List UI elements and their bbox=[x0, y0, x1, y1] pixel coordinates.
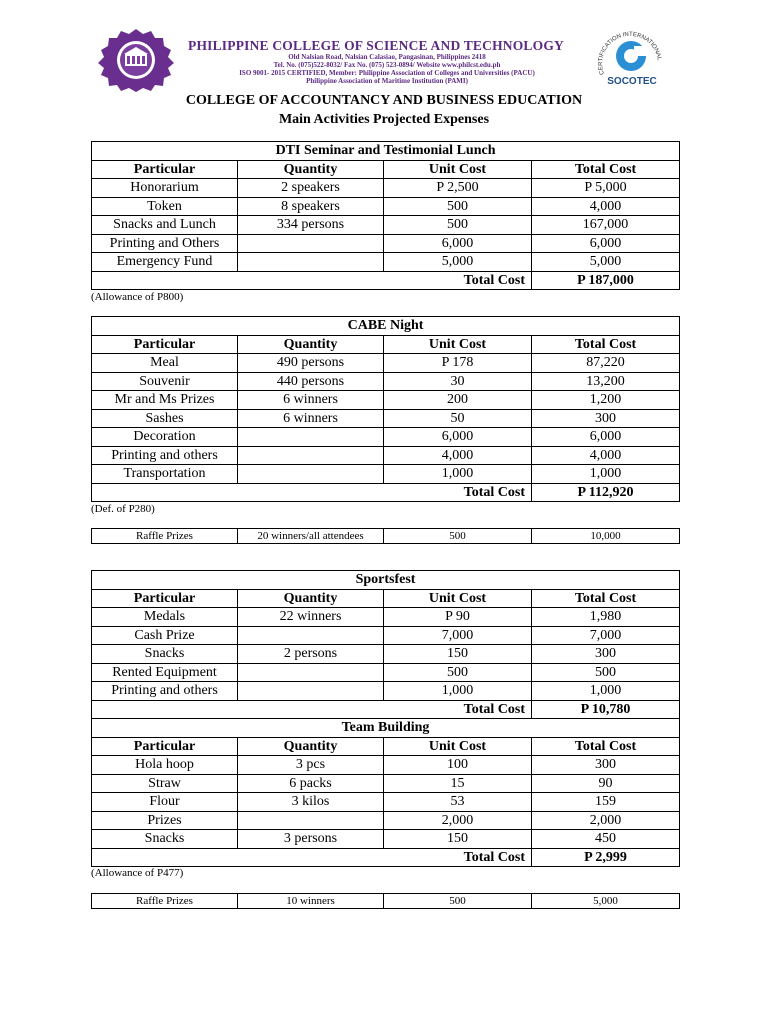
table-row bbox=[92, 774, 680, 793]
sportsfest-teambuilding-table bbox=[91, 570, 680, 867]
cell: Medals bbox=[92, 608, 238, 627]
cell: Straw bbox=[92, 774, 238, 793]
cell: 15 bbox=[384, 774, 532, 793]
cell: 7,000 bbox=[384, 626, 532, 645]
total-row bbox=[92, 271, 680, 290]
cell: Emergency Fund bbox=[92, 253, 238, 272]
col-header: Total Cost bbox=[532, 160, 680, 179]
cell: 100 bbox=[384, 756, 532, 775]
cell: Snacks bbox=[92, 830, 238, 849]
table-row bbox=[92, 793, 680, 812]
cell: 5,000 bbox=[384, 253, 532, 272]
cabe-raffle-table bbox=[91, 528, 680, 544]
college-seal-logo bbox=[97, 28, 175, 92]
cell bbox=[238, 446, 384, 465]
cell: 167,000 bbox=[532, 216, 680, 235]
cell: 6,000 bbox=[532, 234, 680, 253]
college-pami: Philippine Association of Maritime Institution (PAMI) bbox=[306, 77, 468, 85]
col-header: Particular bbox=[92, 335, 238, 354]
cell: 2,000 bbox=[384, 811, 532, 830]
cell: 300 bbox=[532, 756, 680, 775]
table-row bbox=[92, 197, 680, 216]
cell: Cash Prize bbox=[92, 626, 238, 645]
cell: 30 bbox=[384, 372, 532, 391]
cell: 2 persons bbox=[238, 645, 384, 664]
cell: Printing and Others bbox=[92, 234, 238, 253]
cell: 1,200 bbox=[532, 391, 680, 410]
cell: 1,000 bbox=[532, 682, 680, 701]
cell: Printing and others bbox=[92, 682, 238, 701]
cell: 6 winners bbox=[238, 409, 384, 428]
table-row bbox=[92, 234, 680, 253]
table-title: CABE Night bbox=[92, 317, 680, 336]
table-row bbox=[92, 253, 680, 272]
cell: 150 bbox=[384, 830, 532, 849]
cell: Token bbox=[92, 197, 238, 216]
cell: 334 persons bbox=[238, 216, 384, 235]
header-row bbox=[92, 589, 680, 608]
cabe-note: (Def. of P280) bbox=[91, 503, 155, 515]
total-row bbox=[92, 848, 680, 867]
team-raffle-table bbox=[91, 893, 680, 909]
col-header: Unit Cost bbox=[384, 589, 532, 608]
college-name: PHILIPPINE COLLEGE OF SCIENCE AND TECHNOLOGY bbox=[188, 38, 564, 53]
table-row bbox=[92, 354, 680, 373]
col-header: Unit Cost bbox=[384, 737, 532, 756]
dti-note: (Allowance of P800) bbox=[91, 291, 184, 303]
cell: 3 pcs bbox=[238, 756, 384, 775]
empty-cell bbox=[92, 271, 384, 290]
table-title: Team Building bbox=[92, 719, 680, 738]
table-row bbox=[92, 216, 680, 235]
cell: 4,000 bbox=[532, 197, 680, 216]
cell: Flour bbox=[92, 793, 238, 812]
table-row bbox=[92, 179, 680, 198]
header-row bbox=[92, 160, 680, 179]
cell: 159 bbox=[532, 793, 680, 812]
table-row bbox=[92, 465, 680, 484]
total-label: Total Cost bbox=[384, 700, 532, 719]
table-row bbox=[92, 756, 680, 775]
header-row bbox=[92, 335, 680, 354]
total-label: Total Cost bbox=[384, 271, 532, 290]
cell: 8 speakers bbox=[238, 197, 384, 216]
col-header: Quantity bbox=[238, 335, 384, 354]
dti-seminar-table bbox=[91, 141, 680, 290]
total-label: Total Cost bbox=[384, 483, 532, 502]
cell: 3 kilos bbox=[238, 793, 384, 812]
cell: Printing and others bbox=[92, 446, 238, 465]
cell: 5,000 bbox=[532, 253, 680, 272]
cell: Snacks and Lunch bbox=[92, 216, 238, 235]
cell: 6,000 bbox=[384, 234, 532, 253]
cell: Honorarium bbox=[92, 179, 238, 198]
col-header: Total Cost bbox=[532, 335, 680, 354]
cell: Meal bbox=[92, 354, 238, 373]
cell: 300 bbox=[532, 409, 680, 428]
table-row bbox=[92, 626, 680, 645]
college-contact: Tel. No. (075)522-8032/ Fax No. (075) 523-0894/ Website www.philcst.edu.ph bbox=[273, 61, 501, 69]
cell bbox=[238, 626, 384, 645]
cell: 4,000 bbox=[532, 446, 680, 465]
cell: 300 bbox=[532, 645, 680, 664]
cell: 6,000 bbox=[384, 428, 532, 447]
cell: Raffle Prizes bbox=[92, 894, 238, 909]
cell: 450 bbox=[532, 830, 680, 849]
cell: 150 bbox=[384, 645, 532, 664]
table-row bbox=[92, 682, 680, 701]
cell: 10 winners bbox=[238, 894, 384, 909]
total-row bbox=[92, 700, 680, 719]
college-iso: ISO 9001- 2015 CERTIFIED, Member: Philippine Association of Colleges and Universities (PACU) bbox=[239, 69, 535, 77]
col-header: Quantity bbox=[238, 589, 384, 608]
cell: 1,000 bbox=[532, 465, 680, 484]
empty-cell bbox=[92, 700, 384, 719]
cell: P 5,000 bbox=[532, 179, 680, 198]
table-row bbox=[92, 529, 680, 544]
total-value: P 112,920 bbox=[532, 483, 680, 502]
col-header: Particular bbox=[92, 589, 238, 608]
cell: 6,000 bbox=[532, 428, 680, 447]
table-row bbox=[92, 645, 680, 664]
total-value: P 187,000 bbox=[532, 271, 680, 290]
table-title: DTI Seminar and Testimonial Lunch bbox=[92, 142, 680, 161]
cell: Prizes bbox=[92, 811, 238, 830]
table-row bbox=[92, 608, 680, 627]
cell bbox=[238, 253, 384, 272]
cell: 500 bbox=[384, 663, 532, 682]
socotec-label: SOCOTEC bbox=[607, 76, 657, 87]
cell: 22 winners bbox=[238, 608, 384, 627]
cell: Sashes bbox=[92, 409, 238, 428]
cell: 200 bbox=[384, 391, 532, 410]
cell: Rented Equipment bbox=[92, 663, 238, 682]
table-row bbox=[92, 409, 680, 428]
svg-text:CERTIFICATION INTERNATIONAL: CERTIFICATION INTERNATIONAL bbox=[598, 31, 662, 76]
letterhead bbox=[0, 0, 768, 90]
table-row bbox=[92, 446, 680, 465]
cell: 10,000 bbox=[532, 529, 680, 544]
cell bbox=[238, 428, 384, 447]
cell: 90 bbox=[532, 774, 680, 793]
cabe-night-table bbox=[91, 316, 680, 502]
cell: P 178 bbox=[384, 354, 532, 373]
header-row bbox=[92, 737, 680, 756]
cell bbox=[238, 811, 384, 830]
cell: 20 winners/all attendees bbox=[238, 529, 384, 544]
cell: Decoration bbox=[92, 428, 238, 447]
table-row bbox=[92, 894, 680, 909]
cell: 500 bbox=[384, 529, 532, 544]
cell: 1,980 bbox=[532, 608, 680, 627]
table-row bbox=[92, 372, 680, 391]
col-header: Total Cost bbox=[532, 589, 680, 608]
document-title: Main Activities Projected Expenses bbox=[278, 112, 490, 127]
total-value: P 2,999 bbox=[532, 848, 680, 867]
empty-cell bbox=[92, 483, 384, 502]
cell: 500 bbox=[384, 894, 532, 909]
cell: 490 persons bbox=[238, 354, 384, 373]
cell: 500 bbox=[532, 663, 680, 682]
cell: 5,000 bbox=[532, 894, 680, 909]
col-header: Particular bbox=[92, 160, 238, 179]
empty-cell bbox=[92, 848, 384, 867]
cell: 50 bbox=[384, 409, 532, 428]
cell: 3 persons bbox=[238, 830, 384, 849]
cell bbox=[238, 663, 384, 682]
table-row bbox=[92, 830, 680, 849]
socotec-certification-logo bbox=[586, 26, 676, 90]
cell bbox=[238, 465, 384, 484]
cell: 2 speakers bbox=[238, 179, 384, 198]
cell: 1,000 bbox=[384, 682, 532, 701]
table-row bbox=[92, 811, 680, 830]
table-row bbox=[92, 663, 680, 682]
cell: 53 bbox=[384, 793, 532, 812]
cell: Hola hoop bbox=[92, 756, 238, 775]
college-address: Old Nalsian Road, Nalsian Calasiao, Pangasinan, Philippines 2418 bbox=[288, 53, 486, 61]
cell: 6 packs bbox=[238, 774, 384, 793]
cell: Mr and Ms Prizes bbox=[92, 391, 238, 410]
cell: 6 winners bbox=[238, 391, 384, 410]
col-header: Quantity bbox=[238, 737, 384, 756]
cell: P 90 bbox=[384, 608, 532, 627]
col-header: Quantity bbox=[238, 160, 384, 179]
col-header: Particular bbox=[92, 737, 238, 756]
cell: Transportation bbox=[92, 465, 238, 484]
cell: 2,000 bbox=[532, 811, 680, 830]
cell: 500 bbox=[384, 216, 532, 235]
table-row bbox=[92, 428, 680, 447]
col-header: Unit Cost bbox=[384, 160, 532, 179]
cell: 4,000 bbox=[384, 446, 532, 465]
cell: 440 persons bbox=[238, 372, 384, 391]
table-title: Sportsfest bbox=[92, 571, 680, 590]
total-label: Total Cost bbox=[384, 848, 532, 867]
cell bbox=[238, 682, 384, 701]
table-row bbox=[92, 391, 680, 410]
cell: 500 bbox=[384, 197, 532, 216]
total-value: P 10,780 bbox=[532, 700, 680, 719]
cell: 7,000 bbox=[532, 626, 680, 645]
col-header: Unit Cost bbox=[384, 335, 532, 354]
cell: P 2,500 bbox=[384, 179, 532, 198]
cell: 1,000 bbox=[384, 465, 532, 484]
cell: 87,220 bbox=[532, 354, 680, 373]
cell: Raffle Prizes bbox=[92, 529, 238, 544]
cell: Snacks bbox=[92, 645, 238, 664]
cell: 13,200 bbox=[532, 372, 680, 391]
cell bbox=[238, 234, 384, 253]
col-header: Total Cost bbox=[532, 737, 680, 756]
cell: Souvenir bbox=[92, 372, 238, 391]
total-row bbox=[92, 483, 680, 502]
team-note: (Allowance of P477) bbox=[91, 867, 184, 879]
department-title: COLLEGE OF ACCOUNTANCY AND BUSINESS EDUCATION bbox=[185, 93, 583, 108]
